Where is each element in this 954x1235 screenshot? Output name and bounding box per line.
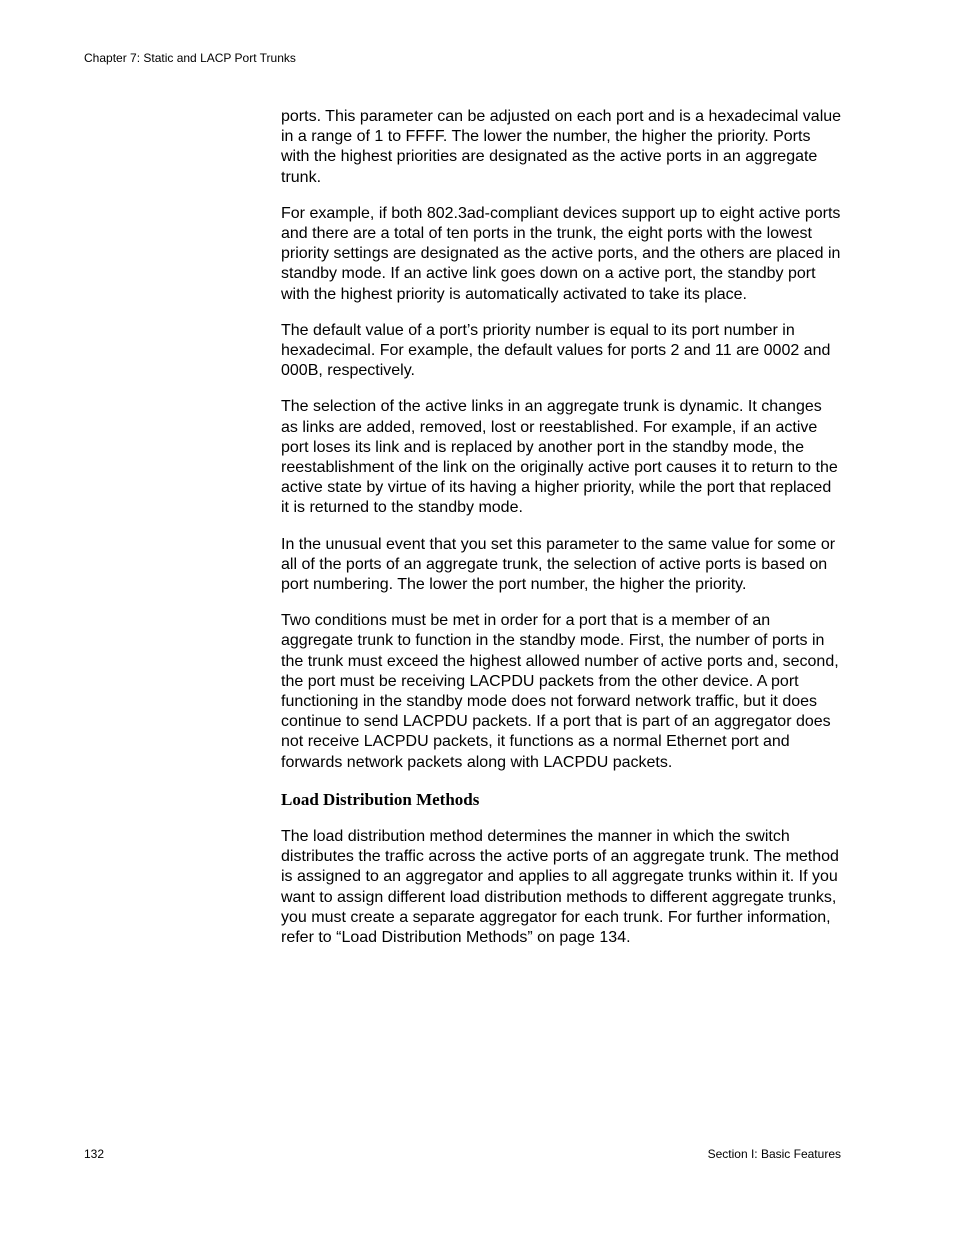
paragraph-standby-conditions: Two conditions must be met in order for a port that is a member of an aggregate trunk to function in the standby mode. First, the number of ports in the trunk must exceed the highest allowed number of active ports and, second, the port must be receiving LACPDU packets from the other device. A port functioning in the standby mode does not forward network traffic, but it does continue to send LACPDU packets. If a port that is part of an aggregator does not receive LACPDU packets, it functions as a normal Ethernet port and forwards network packets along with LACPDU packets. (281, 612, 839, 771)
paragraph-default-priority: The default value of a port’s priority number is equal to its port number in hexadecimal. For example, the default values for ports 2 and 11 are 0002 and 000B, respectively. (281, 321, 831, 380)
section-heading: Load Distribution Methods (281, 789, 480, 809)
paragraph-port-priority-range: ports. This parameter can be adjusted on each port and is a hexadecimal value in a range of 1 to FFFF. The lower the number, the higher the priority. Ports with the highest priorities are designated as the active ports in an aggregate trunk. (281, 108, 842, 186)
footer-section-name: Section I: Basic Features (707, 1147, 841, 1161)
paragraph-same-value: In the unusual event that you set this parameter to the same value for some or all of the ports of an aggregate trunk, the selection of active ports is based on port numbering. The lower the port number, the higher the priority. (281, 535, 836, 594)
page-number: 132 (84, 1147, 105, 1161)
paragraph-active-ports-example: For example, if both 802.3ad-compliant devices support up to eight active ports and there are a total of ten ports in the trunk, the eight ports with the lowest priority settings are designated as the active ports, and the others are placed in standby mode. If an active link goes down on a active port, the standby port with the highest priority is automatically activated to take its place. (281, 204, 841, 303)
paragraph-load-distribution: The load distribution method determines the manner in which the switch distributes the traffic across the active ports of an aggregate trunk. The method is assigned to an aggregator and applies to all aggregate trunks within it. If you want to assign different load distribution methods to different aggregate trunks, you must create a separate aggregator for each trunk. For further information, refer to “Load Distribution Methods” on page 134. (281, 827, 839, 946)
running-header: Chapter 7: Static and LACP Port Trunks (84, 51, 296, 65)
paragraph-dynamic-selection: The selection of the active links in an aggregate trunk is dynamic. It changes as links are added, removed, lost or reestablished. For example, if an active port loses its link and is replaced by another port in the standby mode, the reestablishment of the link on the originally active port causes it to return to the active state by virtue of its having a higher priority, while the port that replaced it is returned to the standby mode. (281, 398, 838, 517)
body-text (281, 107, 843, 964)
